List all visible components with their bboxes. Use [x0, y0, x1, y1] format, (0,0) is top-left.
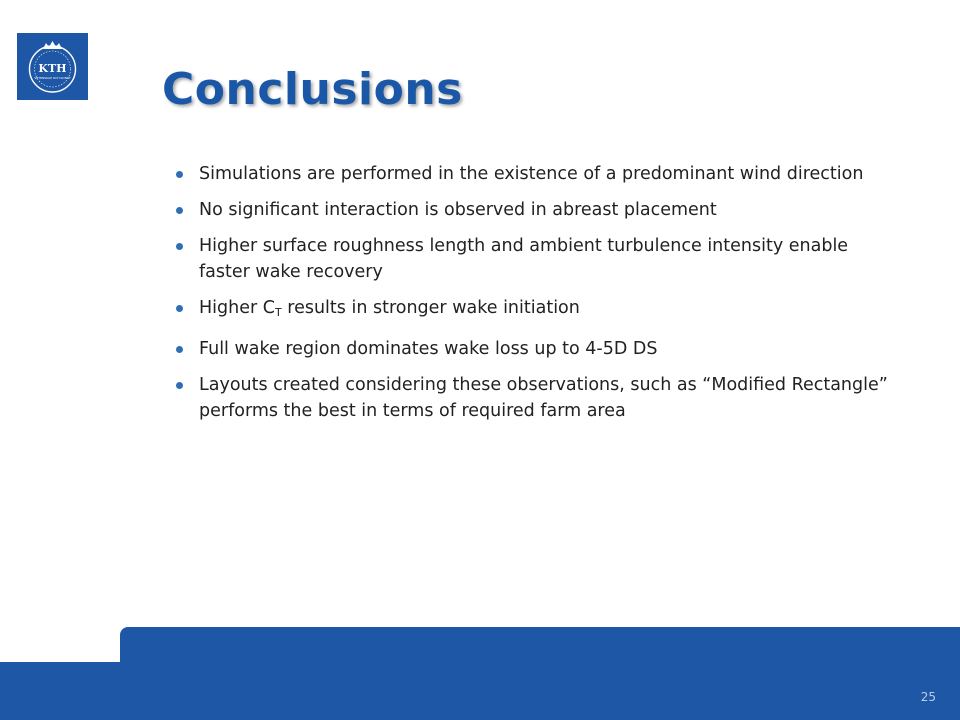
bullet-icon	[176, 243, 183, 250]
bullet-item	[176, 233, 896, 285]
bullet-item	[176, 161, 896, 187]
bullet-item	[176, 336, 896, 362]
conclusions-list	[176, 161, 896, 434]
logo-subtext: VETENSKAP OCH KONST	[34, 76, 71, 80]
slide-title: Conclusions	[162, 64, 463, 115]
bullet-text: Layouts created considering these observations, such as “Modified Rectangle” performs the best in terms of required farm area	[199, 375, 888, 421]
bullet-text: Higher surface roughness length and ambient turbulence intensity enable faster wake recovery	[199, 236, 849, 282]
bullet-item	[176, 295, 896, 326]
bullet-icon	[176, 346, 183, 353]
bullet-text-suffix: results in stronger wake initiation	[281, 298, 580, 318]
bullet-icon	[176, 171, 183, 178]
footer-bar	[0, 662, 960, 720]
bullet-subscript: T	[274, 306, 282, 319]
bullet-icon	[176, 382, 183, 389]
page-number: 25	[920, 690, 936, 704]
bullet-icon	[176, 305, 183, 312]
bullet-text: Simulations are performed in the existence of a predominant wind direction	[199, 164, 864, 184]
bullet-item	[176, 197, 896, 223]
bullet-item	[176, 372, 896, 424]
bullet-text: No significant interaction is observed in abreast placement	[199, 200, 717, 220]
bullet-text: Full wake region dominates wake loss up to 4-5D DS	[199, 339, 658, 359]
bullet-icon	[176, 207, 183, 214]
logo-text: KTH	[38, 62, 67, 75]
footer-tab	[120, 627, 960, 667]
kth-logo	[17, 33, 88, 100]
bullet-text-prefix: Higher C	[199, 298, 275, 318]
